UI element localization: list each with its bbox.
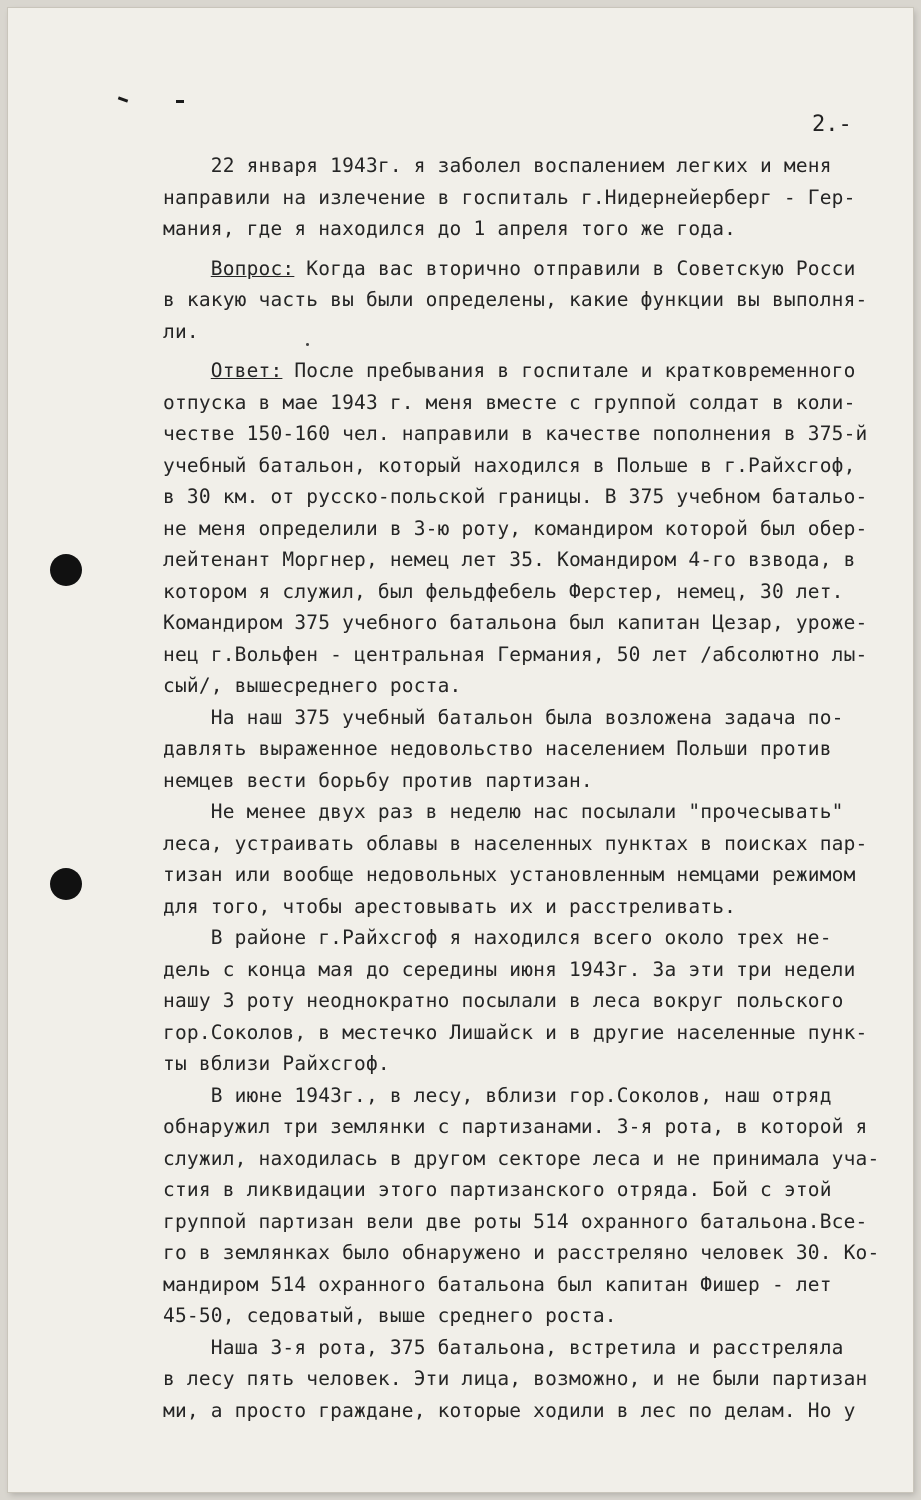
text-line: сый/, вышесреднего роста. <box>163 674 462 697</box>
text-line: гор.Соколов, в местечко Лишайск и в другие населенные пунк- <box>163 1020 868 1044</box>
text-line: лейтенант Моргнер, немец лет 35. Командиром 4-го взвода, в <box>163 548 856 571</box>
text-line: учебный батальон, который находился в Польше в г.Райхсгоф, <box>163 453 856 477</box>
ink-mark <box>176 100 184 103</box>
punch-hole <box>50 554 82 586</box>
text-line: для того, чтобы арестовывать их и расстреливать. <box>163 894 737 918</box>
text-line: ли. <box>163 319 199 343</box>
qa-label: Вопрос: <box>210 256 295 280</box>
text-line: ты вблизи Райхсгоф. <box>163 1052 390 1075</box>
text-line: тизан или вообще недовольных установленным немцами режимом <box>163 863 856 886</box>
punch-hole <box>50 868 82 900</box>
paragraph-gap <box>163 347 875 355</box>
text-line: не меня определили в 3-ю роту, командиром которой был обер- <box>163 516 868 540</box>
text-line: мания, где я находился до 1 апреля того же года. <box>163 217 737 240</box>
text-line: обнаружил три землянки с партизанами. 3-я рота, в которой я <box>163 1115 868 1138</box>
text-line: направили на излечение в госпиталь г.Нидернейерберг - Гер- <box>163 185 856 209</box>
qa-label: Ответ: <box>210 359 283 382</box>
text-line: группой партизан вели две роты 514 охранного батальона.Все- <box>163 1209 868 1233</box>
text-line: котором я служил, был фельдфебель Ферстер, немец, 30 лет. <box>163 579 844 603</box>
text-line: нашу 3 роту неоднократно посылали в леса вокруг польского <box>163 989 844 1012</box>
text-line: служил, находилась в другом секторе леса и не принимала уча- <box>163 1146 880 1170</box>
text-line: давлять выраженное недовольство населением Польши против <box>163 737 832 760</box>
text-line: Ответ: После пребывания в госпитале и кратковременного <box>210 359 856 382</box>
text-line: нец г.Вольфен - центральная Германия, 50 лет /абсолютно лы- <box>163 642 868 666</box>
ink-mark <box>118 96 128 102</box>
text-line: в какую часть вы были определены, какие функции вы выполня- <box>163 288 868 311</box>
text-line: отпуска в мае 1943 г. меня вместе с группой солдат в коли- <box>163 390 856 414</box>
text-line: Вопрос: Когда вас вторично отправили в Советскую Росси <box>210 256 856 280</box>
text-line: в 30 км. от русско-польской границы. В 375 учебном батальо- <box>163 485 868 508</box>
text-line: дель с конца мая до середины июня 1943г. За эти три недели <box>163 957 856 981</box>
text-line: стия в ликвидации этого партизанского отряда. Бой с этой <box>163 1178 832 1201</box>
page-number: 2.- <box>812 112 852 137</box>
text-line: 22 января 1943г. я заболел воспалением легких и меня <box>163 154 832 177</box>
text-line: Командиром 375 учебного батальона был капитан Цезар, уроже- <box>163 611 868 634</box>
text-line: мандиром 514 охранного батальона был капитан Фишер - лет <box>163 1272 832 1296</box>
text-line: го в землянках было обнаружено и расстреляно человек 30. Ко- <box>163 1241 880 1264</box>
text-line: в лесу пять человек. Эти лица, возможно, и не были партизан <box>163 1367 868 1390</box>
text-line: В июне 1943г., в лесу, вблизи гор.Соколов, наш отряд <box>163 1083 832 1107</box>
text-line: На наш 375 учебный батальон была возложена задача по- <box>163 705 844 729</box>
text-line: леса, устраивать облавы в населенных пунктах в поисках пар- <box>163 831 868 855</box>
text-line: В районе г.Райхсгоф я находился всего около трех не- <box>163 926 832 949</box>
text-line: Не менее двух раз в неделю нас посылали "прочесывать" <box>163 800 844 823</box>
text-line: 45-50, седоватый, выше среднего роста. <box>163 1304 617 1327</box>
text-line: честве 150-160 чел. направили в качестве пополнения в 375-й <box>163 422 868 445</box>
paragraph-gap <box>163 245 875 253</box>
text-line: Наша 3-я рота, 375 батальона, встретила и расстреляла <box>163 1335 844 1359</box>
typewritten-body <box>163 150 880 1426</box>
text-line: немцев вести борьбу против партизан. <box>163 768 593 792</box>
text-line: ми, а просто граждане, которые ходили в лес по делам. Но у <box>163 1398 856 1422</box>
